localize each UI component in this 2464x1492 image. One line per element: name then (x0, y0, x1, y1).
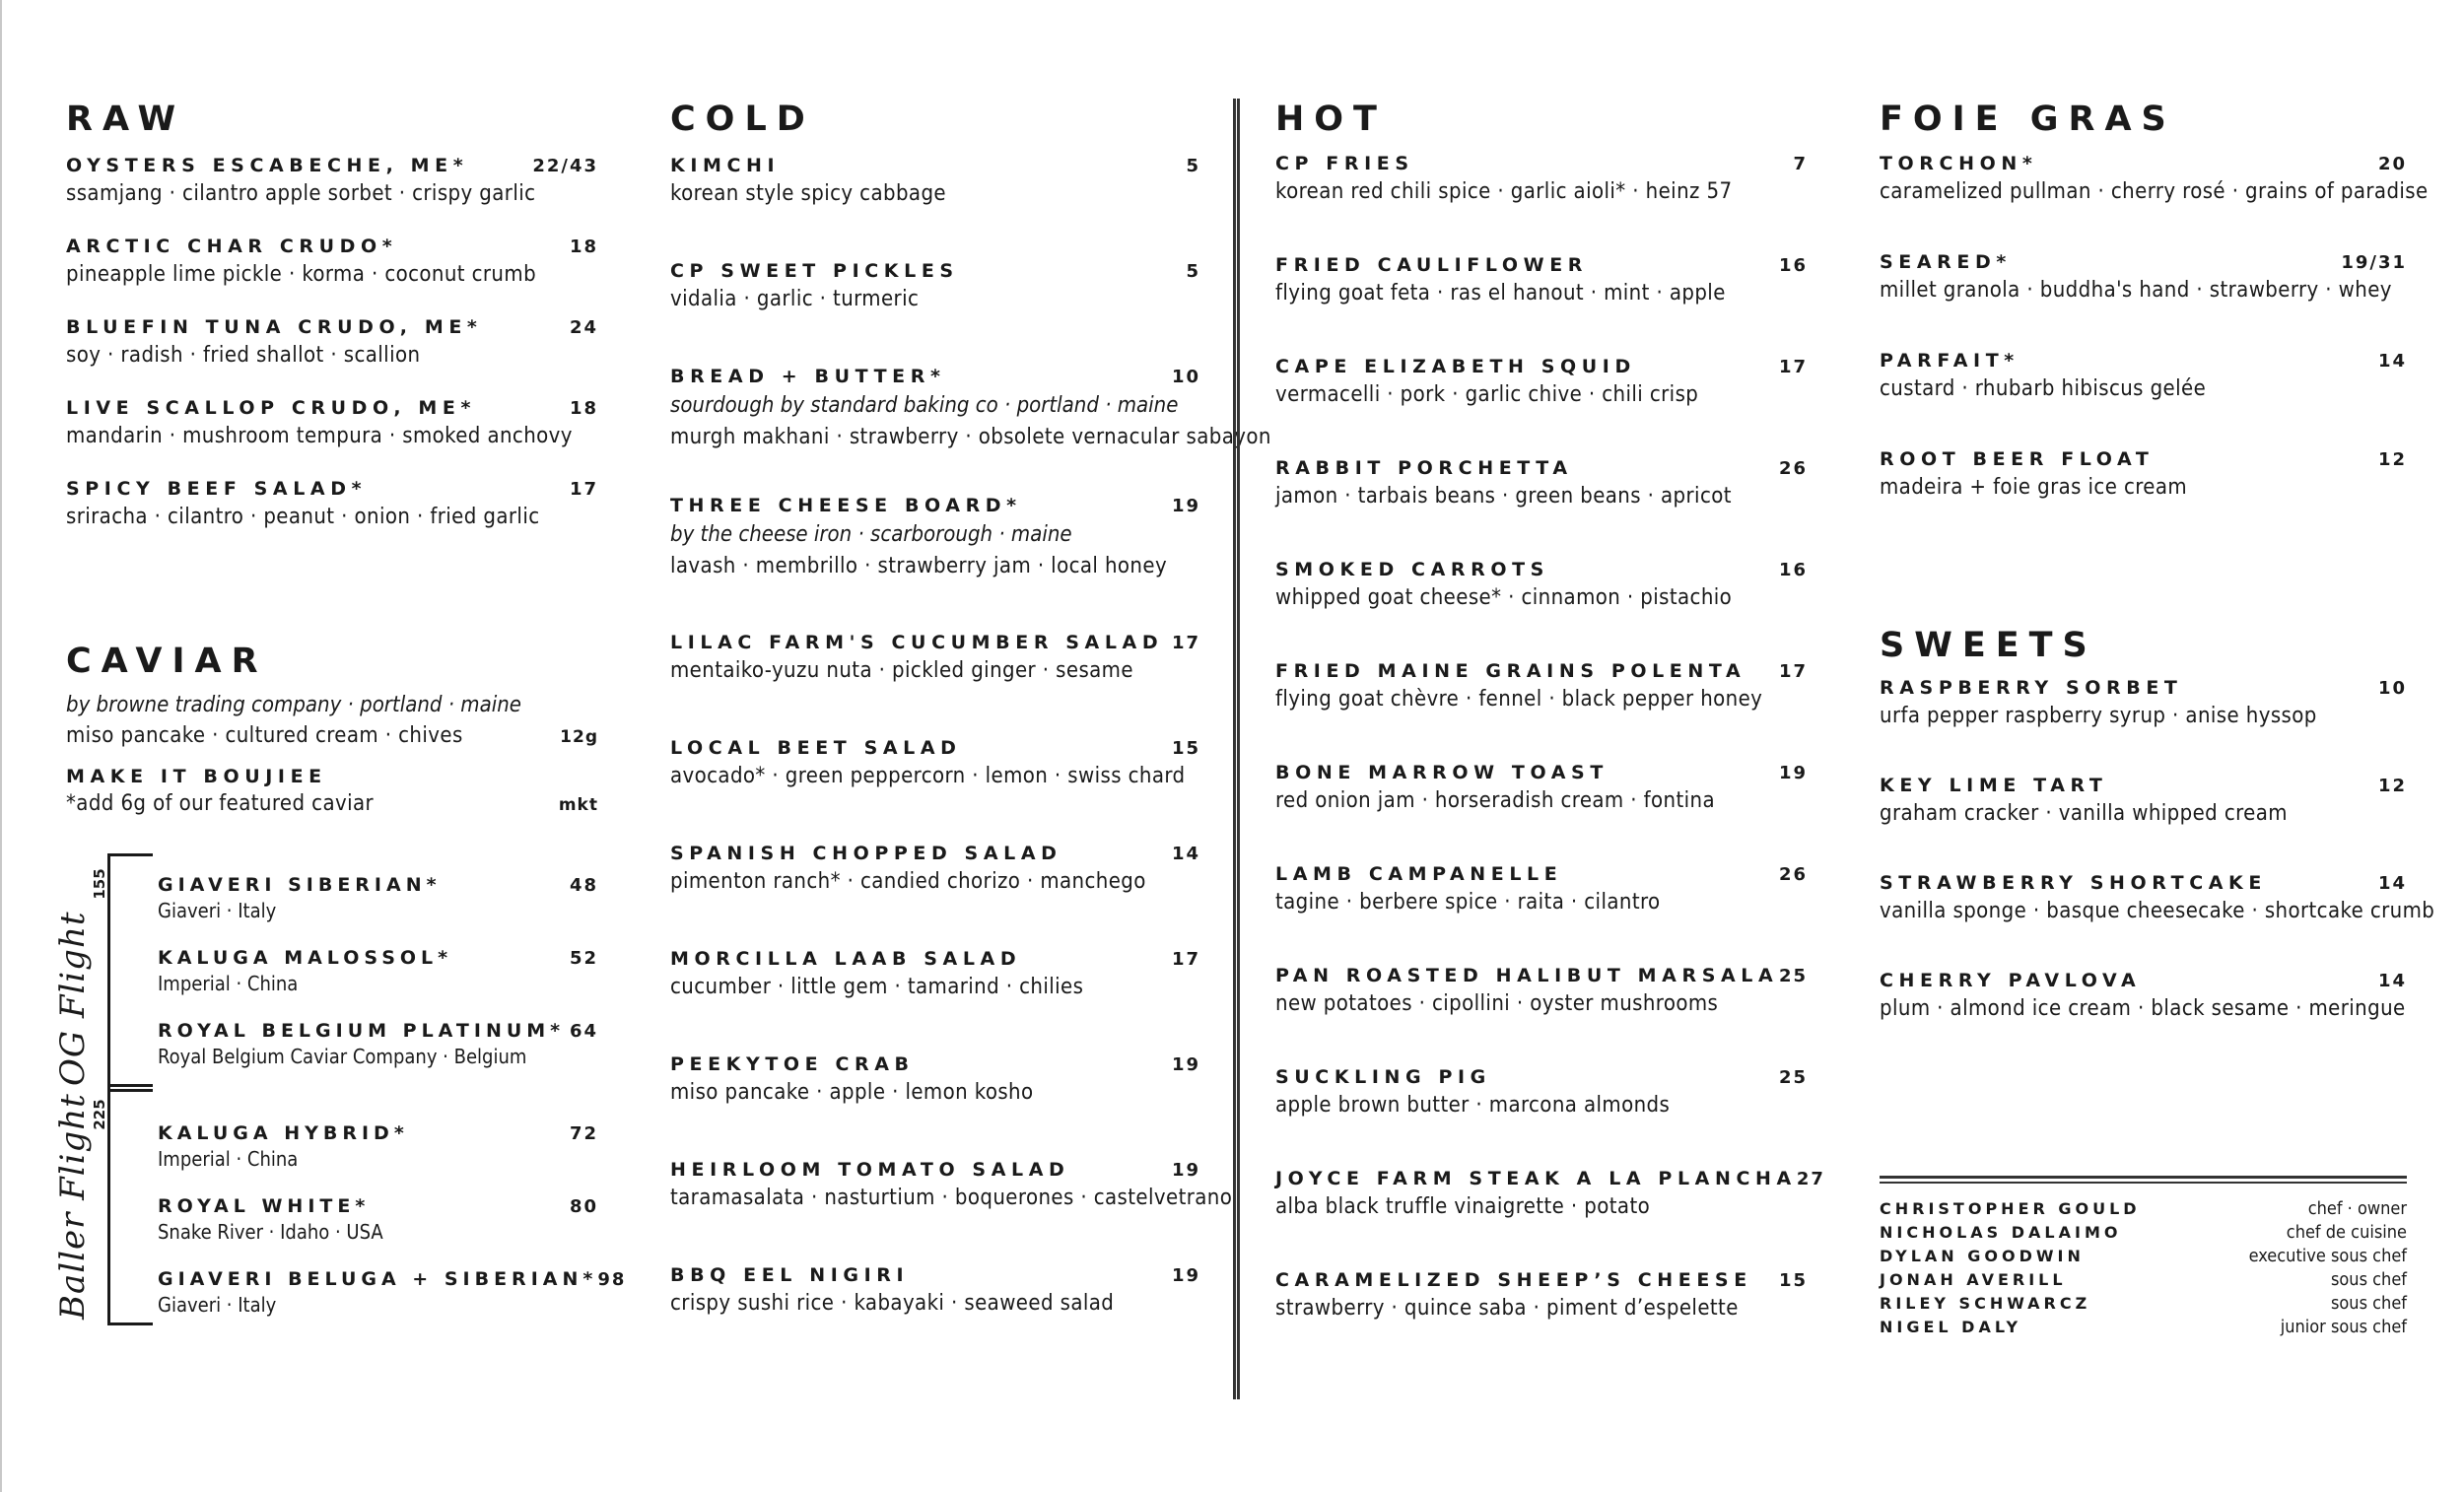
item-desc: urfa pepper raspberry syrup · anise hyssop (1880, 704, 2317, 728)
item-price: 17 (1778, 661, 1808, 682)
staff-role: sous chef (2330, 1293, 2407, 1314)
item-desc: avocado* · green peppercorn · lemon · swiss chard (670, 764, 1186, 788)
flight-label: OG Flight (53, 911, 93, 1086)
staff-name: RILEY SCHWARCZ (1880, 1294, 2091, 1313)
item-price: 26 (1778, 864, 1808, 885)
item-price: 24 (569, 317, 598, 338)
menu-item (1880, 152, 2429, 250)
menu-item (1880, 447, 2407, 546)
item-price: 16 (1778, 560, 1808, 580)
menu-item (670, 259, 1200, 365)
item-name: SUCKLING PIG (1275, 1066, 1491, 1088)
menu-item (1880, 871, 2435, 969)
raw-list (66, 154, 598, 558)
baller-flight (53, 1084, 627, 1325)
menu-item (670, 1052, 1200, 1158)
item-origin: Imperial · China (158, 1147, 299, 1171)
sweets-list (1880, 676, 2435, 1066)
staff-row (1880, 1246, 2407, 1269)
item-price: 7 (1793, 154, 1808, 174)
item-name: SPANISH CHOPPED SALAD (670, 843, 1062, 864)
item-price: 18 (569, 237, 598, 257)
menu-item (670, 494, 1200, 631)
item-name: MAKE IT BOUJIEE (66, 766, 327, 787)
item-price: 17 (1171, 949, 1200, 970)
menu-item (1275, 152, 1808, 253)
item-desc: vanilla sponge · basque cheesecake · shortcake crumb (1880, 899, 2435, 923)
item-name: SEARED* (1880, 251, 2012, 273)
item-name: ROOT BEER FLOAT (1880, 448, 2155, 470)
menu-item (670, 1263, 1200, 1369)
item-origin: Royal Belgium Caviar Company · Belgium (158, 1045, 527, 1068)
item-name: BLUEFIN TUNA CRUDO, ME* (66, 316, 483, 338)
menu-item (1275, 1268, 1808, 1370)
caviar-base-desc: miso pancake · cultured cream · chives (66, 723, 463, 748)
menu-item (1880, 349, 2407, 447)
menu-item (1275, 862, 1808, 964)
item-price: 17 (1171, 633, 1200, 653)
item-desc: vidalia · garlic · turmeric (670, 287, 920, 311)
item-desc: miso pancake · apple · lemon kosho (670, 1080, 1034, 1105)
item-name: FRIED MAINE GRAINS POLENTA (1275, 660, 1746, 682)
item-name: KEY LIME TART (1880, 775, 2108, 796)
staff-name: NIGEL DALY (1880, 1318, 2022, 1336)
foie-gras-column (1880, 95, 2435, 1066)
menu-item (670, 365, 1271, 494)
item-desc: murgh makhani · strawberry · obsolete vernacular sabayon (670, 425, 1271, 449)
section-title-cold: COLD (670, 100, 815, 139)
item-desc: vermacelli · pork · garlic chive · chili crisp (1275, 382, 1699, 407)
item-desc: alba black truffle vinaigrette · potato (1275, 1194, 1651, 1219)
item-price: 15 (1778, 1270, 1808, 1291)
item-name: OYSTERS ESCABECHE, ME* (66, 155, 469, 176)
item-origin: Imperial · China (158, 972, 299, 995)
item-desc: mandarin · mushroom tempura · smoked anchovy (66, 424, 573, 448)
caviar-base-size: 12g (560, 727, 598, 747)
item-price: 25 (1778, 1067, 1808, 1088)
item-price: 98 (597, 1269, 627, 1290)
menu-item (1275, 355, 1808, 456)
menu-item (1880, 969, 2407, 1066)
item-price: 19 (1171, 1160, 1200, 1181)
item-price: 5 (1186, 156, 1200, 176)
item-price: 16 (1778, 255, 1808, 276)
staff-row (1880, 1269, 2407, 1293)
item-name: CARAMELIZED SHEEP’S CHEESE (1275, 1269, 1752, 1291)
menu-item (670, 736, 1200, 842)
item-name: CAPE ELIZABETH SQUID (1275, 356, 1636, 377)
item-name: BBQ EEL NIGIRI (670, 1264, 910, 1286)
flight-item (158, 1194, 598, 1245)
item-name: GIAVERI BELUGA + SIBERIAN* (158, 1268, 598, 1290)
item-desc: red onion jam · horseradish cream · fontina (1275, 788, 1716, 813)
item-subtitle: by the cheese iron · scarborough · maine (670, 522, 1072, 547)
item-price: 26 (1778, 458, 1808, 479)
flight-item (158, 1121, 598, 1172)
item-price: 19/31 (2341, 252, 2407, 273)
item-desc: caramelized pullman · cherry rosé · grains of paradise (1880, 179, 2429, 204)
item-origin: Snake River · Idaho · USA (158, 1220, 383, 1244)
menu-item (1275, 761, 1808, 862)
hot-column (1275, 95, 1825, 1370)
item-name: MORCILLA LAAB SALAD (670, 948, 1022, 970)
item-price: 19 (1171, 496, 1200, 516)
column-divider (1233, 99, 1240, 1399)
item-desc: taramasalata · nasturtium · boquerones · castelvetrano (670, 1186, 1233, 1210)
item-desc: lavash · membrillo · strawberry jam · local honey (670, 554, 1168, 578)
item-desc: korean style spicy cabbage (670, 181, 946, 206)
flight-label: Baller Flight (53, 1093, 93, 1320)
item-price: 14 (2377, 971, 2407, 991)
item-desc: korean red chili spice · garlic aioli* · heinz 57 (1275, 179, 1733, 204)
item-name: CHERRY PAVLOVA (1880, 970, 2142, 991)
item-price: 27 (1796, 1169, 1825, 1189)
item-name: ROYAL WHITE* (158, 1195, 371, 1217)
item-name: BONE MARROW TOAST (1275, 762, 1608, 783)
menu-item (66, 235, 598, 315)
flight-bracket (107, 1084, 153, 1325)
item-price: 52 (569, 948, 598, 969)
flight-item (158, 1267, 627, 1318)
item-name: ARCTIC CHAR CRUDO* (66, 236, 398, 257)
section-title-sweets: SWEETS (1880, 626, 2097, 665)
item-name: CP SWEET PICKLES (670, 260, 959, 282)
item-price: 18 (569, 398, 598, 419)
item-price: mkt (558, 795, 598, 815)
item-name: HEIRLOOM TOMATO SALAD (670, 1159, 1070, 1181)
staff-role: chef · owner (2307, 1198, 2407, 1219)
raw-column (66, 95, 598, 558)
item-price: 22/43 (532, 156, 598, 176)
staff-name: DYLAN GOODWIN (1880, 1247, 2085, 1265)
item-price: 19 (1778, 763, 1808, 783)
item-price: 14 (2377, 351, 2407, 372)
item-price: 14 (2377, 873, 2407, 894)
item-desc: *add 6g of our featured caviar (66, 791, 375, 816)
item-name: SPICY BEEF SALAD* (66, 478, 368, 500)
item-desc: crispy sushi rice · kabayaki · seaweed salad (670, 1291, 1115, 1316)
item-name: PARFAIT* (1880, 350, 2019, 372)
item-desc: ssamjang · cilantro apple sorbet · crispy garlic (66, 181, 536, 206)
item-desc: sriracha · cilantro · peanut · onion · fried garlic (66, 505, 540, 529)
section-title-caviar: CAVIAR (66, 642, 268, 681)
item-desc: custard · rhubarb hibiscus gelée (1880, 376, 2207, 401)
item-desc: strawberry · quince saba · piment d’espelette (1275, 1296, 1739, 1321)
staff-name: JONAH AVERILL (1880, 1270, 2067, 1289)
item-name: KALUGA MALOSSOL* (158, 947, 453, 969)
item-price: 17 (1778, 357, 1808, 377)
item-name: LILAC FARM'S CUCUMBER SALAD (670, 632, 1164, 653)
item-desc: cucumber · little gem · tamarind · chilies (670, 975, 1084, 999)
item-price: 20 (2377, 154, 2407, 174)
item-origin: Giaveri · Italy (158, 899, 277, 922)
item-desc: flying goat feta · ras el hanout · mint · apple (1275, 281, 1726, 305)
item-desc: flying goat chèvre · fennel · black pepper honey (1275, 687, 1763, 712)
item-price: 5 (1186, 261, 1200, 282)
staff-row (1880, 1222, 2407, 1246)
menu-item (1880, 774, 2407, 871)
menu-item (1275, 456, 1808, 558)
staff-role: executive sous chef (2248, 1246, 2407, 1266)
item-desc: graham cracker · vanilla whipped cream (1880, 801, 2288, 826)
item-name: FRIED CAULIFLOWER (1275, 254, 1589, 276)
item-price: 80 (569, 1196, 598, 1217)
item-price: 72 (569, 1123, 598, 1144)
menu-item (1275, 1065, 1808, 1167)
item-price: 10 (2377, 678, 2407, 699)
boujiee-item (66, 765, 598, 819)
menu-item (1275, 659, 1808, 761)
section-title-hot: HOT (1275, 100, 1387, 139)
page-edge (0, 0, 2, 1492)
menu-item (66, 477, 598, 558)
item-price: 12 (2377, 449, 2407, 470)
item-name: PAN ROASTED HALIBUT MARSALA (1275, 965, 1779, 986)
flight-item (158, 946, 598, 996)
staff-row (1880, 1293, 2407, 1317)
cold-list (670, 154, 1271, 1369)
menu-item (1880, 250, 2407, 349)
item-price: 17 (569, 479, 598, 500)
flight-count: 155 (91, 868, 108, 900)
item-price: 25 (1778, 966, 1808, 986)
item-name: BREAD + BUTTER* (670, 366, 946, 387)
caviar-subtitle: by browne trading company · portland · maine (66, 693, 521, 717)
menu-item (670, 154, 1200, 259)
item-subtitle: sourdough by standard baking co · portland · maine (670, 393, 1179, 418)
item-name: GIAVERI SIBERIAN* (158, 874, 442, 896)
item-origin: Giaveri · Italy (158, 1293, 277, 1317)
hot-list (1275, 152, 1825, 1370)
flight-bracket (107, 853, 153, 1092)
staff-role: junior sous chef (2280, 1317, 2407, 1337)
item-desc: jamon · tarbais beans · green beans · apricot (1275, 484, 1732, 509)
item-desc: madeira + foie gras ice cream (1880, 475, 2188, 500)
item-price: 48 (569, 875, 598, 896)
item-desc: mentaiko-yuzu nuta · pickled ginger · sesame (670, 658, 1133, 683)
og-flight (53, 853, 598, 1092)
flight-item (158, 873, 598, 923)
item-name: RABBIT PORCHETTA (1275, 457, 1573, 479)
item-desc: new potatoes · cipollini · oyster mushrooms (1275, 991, 1719, 1016)
section-title-raw: RAW (66, 100, 186, 139)
staff-role: chef de cuisine (2286, 1222, 2407, 1243)
menu-item (1880, 676, 2407, 774)
staff-role: sous chef (2330, 1269, 2407, 1290)
item-name: RASPBERRY SORBET (1880, 677, 2183, 699)
item-name: ROYAL BELGIUM PLATINUM* (158, 1020, 566, 1042)
item-name: JOYCE FARM STEAK A LA PLANCHA (1275, 1168, 1797, 1189)
staff-row (1880, 1317, 2407, 1340)
caviar-section (66, 637, 598, 819)
item-price: 15 (1171, 738, 1200, 759)
menu-item (66, 396, 598, 477)
flight-item (158, 1019, 598, 1069)
item-name: KALUGA HYBRID* (158, 1122, 409, 1144)
item-name: TORCHON* (1880, 153, 2038, 174)
item-desc: pineapple lime pickle · korma · coconut crumb (66, 262, 537, 287)
item-name: CP FRIES (1275, 153, 1414, 174)
staff-row (1880, 1198, 2407, 1222)
item-name: STRAWBERRY SHORTCAKE (1880, 872, 2267, 894)
cold-column (670, 95, 1271, 1369)
menu-item (1275, 1167, 1825, 1268)
menu-item (1275, 558, 1808, 659)
item-price: 19 (1171, 1054, 1200, 1075)
item-desc: millet granola · buddha's hand · strawberry · whey (1880, 278, 2392, 303)
item-name: PEEKYTOE CRAB (670, 1053, 915, 1075)
item-name: LAMB CAMPANELLE (1275, 863, 1563, 885)
item-name: THREE CHEESE BOARD* (670, 495, 1022, 516)
item-price: 12 (2377, 776, 2407, 796)
item-desc: soy · radish · fried shallot · scallion (66, 343, 421, 368)
item-desc: pimenton ranch* · candied chorizo · manchego (670, 869, 1146, 894)
item-price: 10 (1171, 367, 1200, 387)
item-name: SMOKED CARROTS (1275, 559, 1549, 580)
item-desc: whipped goat cheese* · cinnamon · pistachio (1275, 585, 1733, 610)
staff-name: NICHOLAS DALAIMO (1880, 1223, 2122, 1242)
item-name: LIVE SCALLOP CRUDO, ME* (66, 397, 476, 419)
item-name: KIMCHI (670, 155, 781, 176)
item-name: LOCAL BEET SALAD (670, 737, 962, 759)
item-desc: tagine · berbere spice · raita · cilantro (1275, 890, 1661, 915)
menu-item (1275, 964, 1808, 1065)
menu-item (670, 1158, 1233, 1263)
foie-gras-list (1880, 152, 2429, 546)
item-desc: plum · almond ice cream · black sesame · meringue (1880, 996, 2406, 1021)
sweets-section (1880, 621, 2435, 1066)
item-price: 64 (569, 1021, 598, 1042)
menu-item (670, 947, 1200, 1052)
section-title-foie-gras: FOIE GRAS (1880, 100, 2176, 139)
menu-item (66, 315, 598, 396)
menu-item (670, 842, 1200, 947)
item-desc: apple brown butter · marcona almonds (1275, 1093, 1671, 1118)
menu-item (66, 154, 598, 235)
staff-credits (1880, 1176, 2407, 1340)
staff-name: CHRISTOPHER GOULD (1880, 1199, 2141, 1218)
item-price: 19 (1171, 1265, 1200, 1286)
menu-item (670, 631, 1200, 736)
flight-count: 225 (91, 1099, 108, 1130)
item-price: 14 (1171, 844, 1200, 864)
menu-item (1275, 253, 1808, 355)
